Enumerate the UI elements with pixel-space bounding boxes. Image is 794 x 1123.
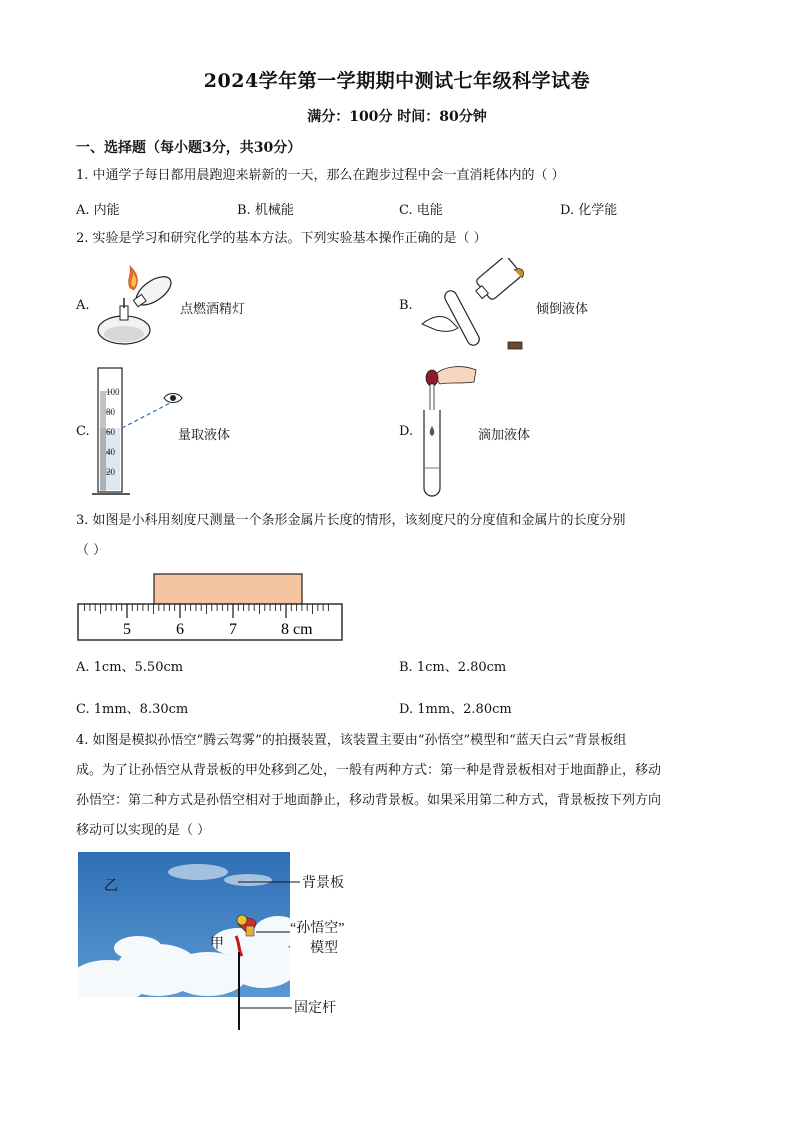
ruler-label-5: 5 bbox=[123, 621, 131, 638]
q1-option-c: C. 电能 bbox=[399, 203, 443, 218]
label-model-line1: “孙悟空” bbox=[290, 921, 345, 936]
question-4-line-2: 成。为了让孙悟空从背景板的甲处移到乙处，一般有两种方式：第一种是背景板相对于地面静止，移动 bbox=[76, 763, 662, 778]
cylinder-tick-label: 100 bbox=[106, 387, 120, 397]
label-board: 背景板 bbox=[302, 876, 344, 891]
cylinder-tick-label: 80 bbox=[106, 407, 115, 417]
measuring-cylinder-figure bbox=[92, 366, 184, 498]
ruler-label-8cm: 8 cm bbox=[281, 621, 313, 638]
q3-option-d: D. 1mm、2.80cm bbox=[399, 702, 512, 717]
q2-caption-c: 量取液体 bbox=[178, 428, 231, 443]
cylinder-tick-label: 40 bbox=[106, 447, 115, 457]
question-4-line-1: 4. 如图是模拟孙悟空“腾云驾雾”的拍摄装置，该装置主要由“孙悟空”模型和“蓝天白云”背景板组 bbox=[76, 733, 627, 748]
q1-option-d: D. 化学能 bbox=[560, 203, 618, 218]
alcohol-lamp-figure bbox=[92, 262, 184, 350]
question-4-line-4: 移动可以实现的是（ ） bbox=[76, 823, 211, 838]
dropper-figure bbox=[418, 360, 482, 500]
label-jia: 甲 bbox=[210, 937, 224, 952]
question-2-stem: 2. 实验是学习和研究化学的基本方法。下列实验基本操作正确的是（ ） bbox=[76, 231, 487, 246]
background-board-figure bbox=[78, 852, 378, 1034]
metal-strip bbox=[154, 574, 302, 604]
q2-caption-a: 点燃酒精灯 bbox=[180, 302, 246, 317]
q3-option-c: C. 1mm、8.30cm bbox=[76, 702, 189, 717]
q2-caption-d: 滴加液体 bbox=[478, 428, 531, 443]
question-4-line-3: 孙悟空：第二种方式是孙悟空相对于地面静止，移动背景板。如果采用第二种方式，背景板按下列方向 bbox=[76, 793, 662, 808]
q3-option-a: A. 1cm、5.50cm bbox=[76, 660, 184, 675]
cylinder-tick-label: 20 bbox=[106, 467, 115, 477]
label-yi: 乙 bbox=[104, 879, 118, 894]
label-rod: 固定杆 bbox=[294, 1001, 336, 1016]
q2-option-c-letter: C. bbox=[76, 424, 90, 439]
ruler-figure bbox=[76, 570, 346, 644]
q1-option-b: B. 机械能 bbox=[237, 203, 294, 218]
q1-option-a: A. 内能 bbox=[76, 203, 120, 218]
exam-title: 2024学年第一学期期中测试七年级科学试卷 bbox=[203, 70, 591, 92]
q2-caption-b: 倾倒液体 bbox=[536, 302, 589, 317]
label-model-line2: 模型 bbox=[310, 941, 338, 956]
question-3-stem: 3. 如图是小科用刻度尺测量一个条形金属片长度的情形，该刻度尺的分度值和金属片的长度分别 bbox=[76, 513, 626, 528]
q3-option-b: B. 1cm、2.80cm bbox=[399, 660, 507, 675]
exam-subtitle: 满分：100分 时间：80分钟 bbox=[307, 109, 487, 125]
ruler-label-6: 6 bbox=[176, 621, 184, 638]
q2-option-d-letter: D. bbox=[399, 424, 414, 439]
pouring-liquid-figure bbox=[418, 258, 536, 354]
question-1-stem: 1. 中通学子每日都用晨跑迎来崭新的一天，那么在跑步过程中会一直消耗体内的（ ） bbox=[76, 168, 565, 183]
cylinder-tick-label: 60 bbox=[106, 427, 115, 437]
q2-option-b-letter: B. bbox=[399, 298, 413, 313]
ruler-label-7: 7 bbox=[229, 621, 237, 638]
section-heading: 一、选择题（每小题3分，共30分） bbox=[76, 140, 302, 156]
question-3-stem-cont: （ ） bbox=[76, 543, 107, 558]
q2-option-a-letter: A. bbox=[76, 298, 90, 313]
